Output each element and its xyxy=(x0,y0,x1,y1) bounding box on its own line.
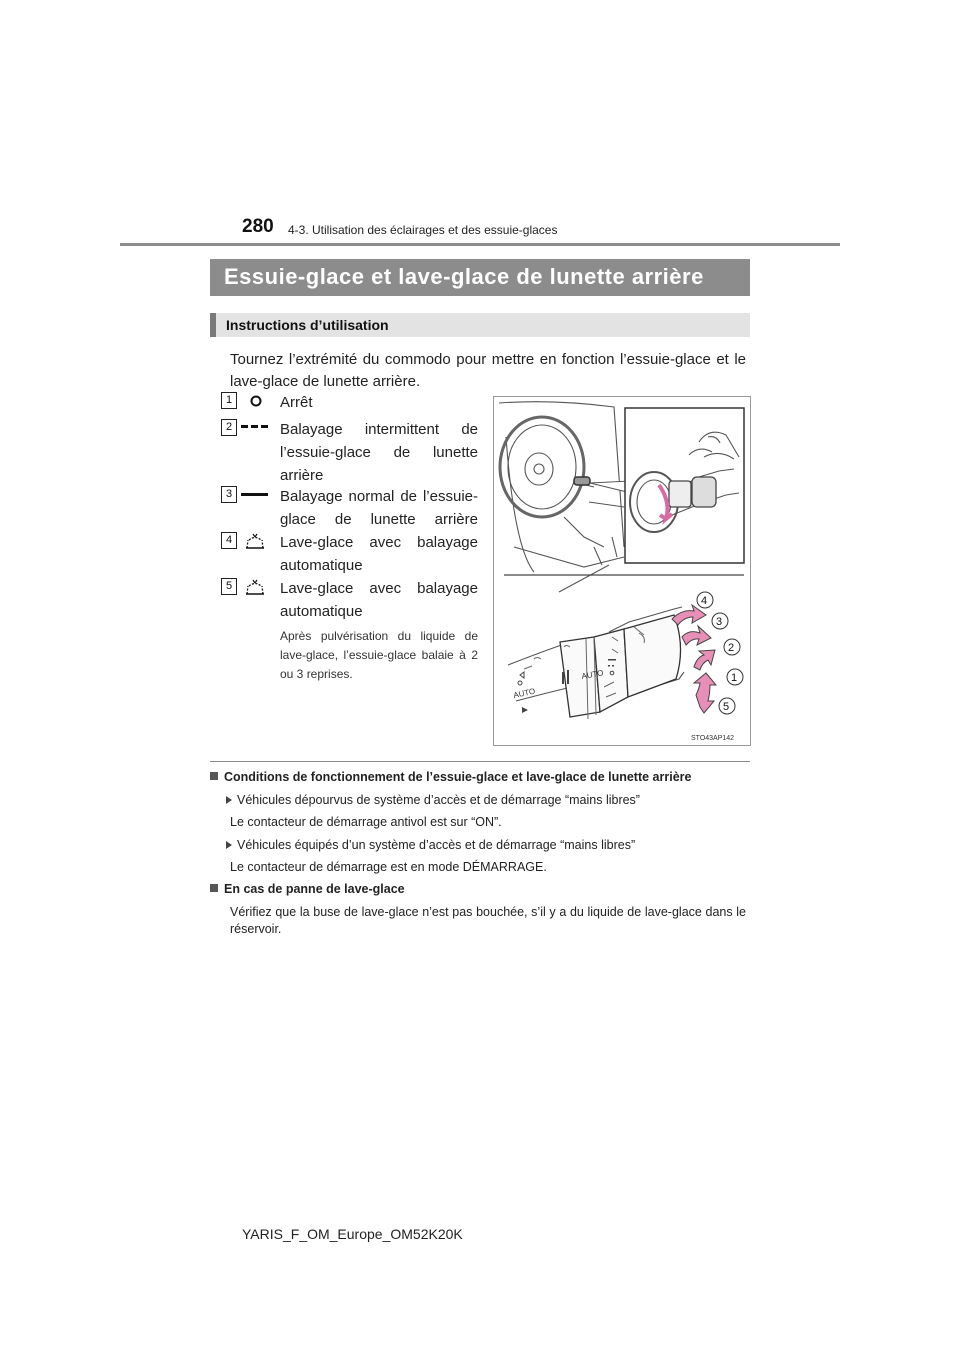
item-text-1: Arrêt xyxy=(280,394,313,411)
subsection-title: Instructions d’utilisation xyxy=(226,317,389,333)
subsection-bar xyxy=(210,313,750,337)
item-number-3: 3 xyxy=(221,486,237,503)
case1-label: Véhicules dépourvus de système d’accès et de démarrage “mains libres” xyxy=(237,793,640,807)
item-number-4: 4 xyxy=(221,532,237,549)
section-title: Essuie-glace et lave-glace de lunette arrière xyxy=(224,264,704,289)
callout-5: 5 xyxy=(723,701,730,713)
header-rule xyxy=(120,243,840,246)
failure-heading: En cas de panne de lave-glace xyxy=(224,882,405,896)
wash-note: Après pulvérisation du liquide de lave-glace, l’essuie-glace balaie à 2 ou 3 reprises. xyxy=(280,629,478,681)
item-text-4: Lave-glace avec balayage automatique xyxy=(280,534,478,574)
callout-3: 3 xyxy=(716,616,723,628)
washer-spray-icon xyxy=(243,577,267,597)
switch-auto-label-2: AUTO xyxy=(512,686,537,700)
wiper-switch-illustration xyxy=(493,396,751,746)
item-text-3: Balayage normal de l’essuie-glace de lunette arrière xyxy=(280,488,478,528)
subsection-accent xyxy=(210,313,216,337)
switch-auto-label: AUTO xyxy=(580,668,605,681)
square-bullet-icon xyxy=(210,772,218,780)
item-text-2: Balayage intermittent de l’essuie-glace de lunette arrière xyxy=(280,421,478,484)
intro-paragraph: Tournez l’extrémité du commodo pour mettre en fonction l’essuie-glace et le lave-glace de lunette arrière. xyxy=(230,351,746,390)
callout-1: 1 xyxy=(731,672,738,684)
item-number-1: 1 xyxy=(221,392,237,409)
illustration-code: STO43AP142 xyxy=(691,735,735,742)
triangle-bullet-icon xyxy=(226,841,232,849)
item-number-2: 2 xyxy=(221,419,237,436)
case2-text: Le contacteur de démarrage est en mode DÉMARRAGE. xyxy=(230,860,547,874)
footer-code: YARIS_F_OM_Europe_OM52K20K xyxy=(242,1226,463,1242)
off-circle-icon xyxy=(244,394,268,408)
section-divider xyxy=(210,761,750,762)
case1-row xyxy=(226,793,640,807)
page-number: 280 xyxy=(242,216,274,237)
case2-row xyxy=(226,838,635,852)
conditions-heading: Conditions de fonctionnement de l’essuie-glace et lave-glace de lunette arrière xyxy=(224,770,692,784)
triangle-bullet-icon xyxy=(226,796,232,804)
item-number-5: 5 xyxy=(221,578,237,595)
failure-text: Vérifiez que la buse de lave-glace n’est pas bouchée, s’il y a du liquide de lave-glace dans le réservoir. xyxy=(230,905,746,936)
failure-heading-row xyxy=(210,882,405,896)
item-text-5: Lave-glace avec balayage automatique xyxy=(280,580,478,620)
washer-spray-icon xyxy=(243,531,267,551)
normal-line-icon xyxy=(240,488,270,502)
breadcrumb: 4-3. Utilisation des éclairages et des essuie-glaces xyxy=(288,223,558,237)
section-title-bar xyxy=(210,259,750,296)
intermittent-dash-icon xyxy=(240,420,270,434)
square-bullet-icon xyxy=(210,884,218,892)
illustration-drawing xyxy=(494,397,750,745)
callout-4: 4 xyxy=(701,595,708,607)
conditions-heading-row xyxy=(210,770,691,784)
case2-label: Véhicules équipés d’un système d’accès et de démarrage “mains libres” xyxy=(237,838,636,852)
case1-text: Le contacteur de démarrage antivol est sur “ON”. xyxy=(230,815,502,829)
callout-2: 2 xyxy=(728,642,735,654)
